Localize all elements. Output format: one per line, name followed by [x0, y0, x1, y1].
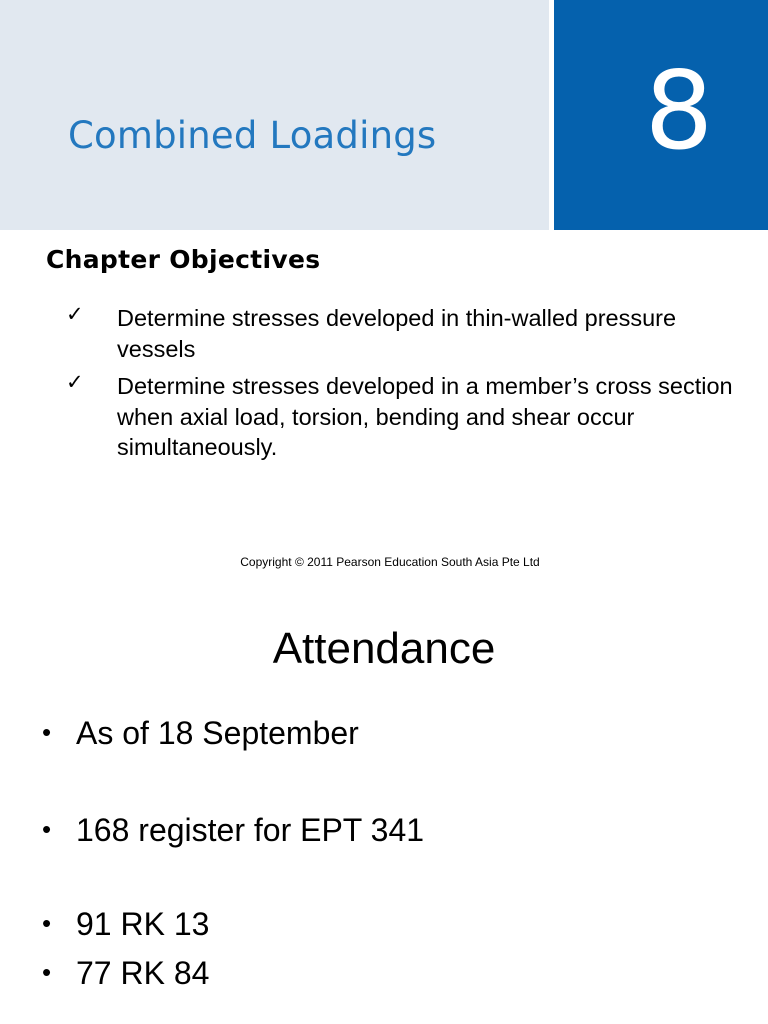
copyright-notice: Copyright © 2011 Pearson Education South Asia Pte Ltd — [240, 555, 540, 569]
attendance-item-text: As of 18 September — [76, 715, 359, 751]
chapter-title: Combined Loadings — [68, 114, 437, 157]
objective-text: Determine stresses developed in thin-walled pressure vessels — [117, 305, 677, 362]
attendance-item-text: 168 register for EPT 341 — [76, 812, 425, 848]
chapter-header-band — [0, 0, 549, 230]
objectives-list — [66, 303, 736, 470]
objective-item — [66, 303, 736, 364]
attendance-item — [42, 812, 424, 849]
objective-text: Determine stresses developed in a member’s cross section when axial load, torsion, bending and shear occur simultaneously. — [117, 373, 733, 460]
objective-item — [66, 371, 736, 463]
bullet-icon: • — [42, 908, 52, 938]
bullet-icon: • — [42, 717, 52, 747]
bullet-icon: • — [42, 814, 52, 844]
attendance-item-text: 77 RK 84 — [76, 955, 210, 991]
chapter-number-box — [554, 0, 768, 230]
attendance-item-text: 91 RK 13 — [76, 906, 210, 942]
attendance-title: Attendance — [272, 624, 496, 673]
objectives-heading: Chapter Objectives — [46, 245, 321, 274]
bullet-icon: • — [42, 957, 52, 987]
check-icon: ✓ — [66, 302, 84, 326]
check-icon: ✓ — [66, 370, 84, 394]
attendance-slide — [0, 590, 768, 1024]
attendance-item — [42, 955, 209, 992]
attendance-item — [42, 715, 359, 752]
chapter-number: 8 — [644, 49, 714, 174]
attendance-item — [42, 906, 209, 943]
